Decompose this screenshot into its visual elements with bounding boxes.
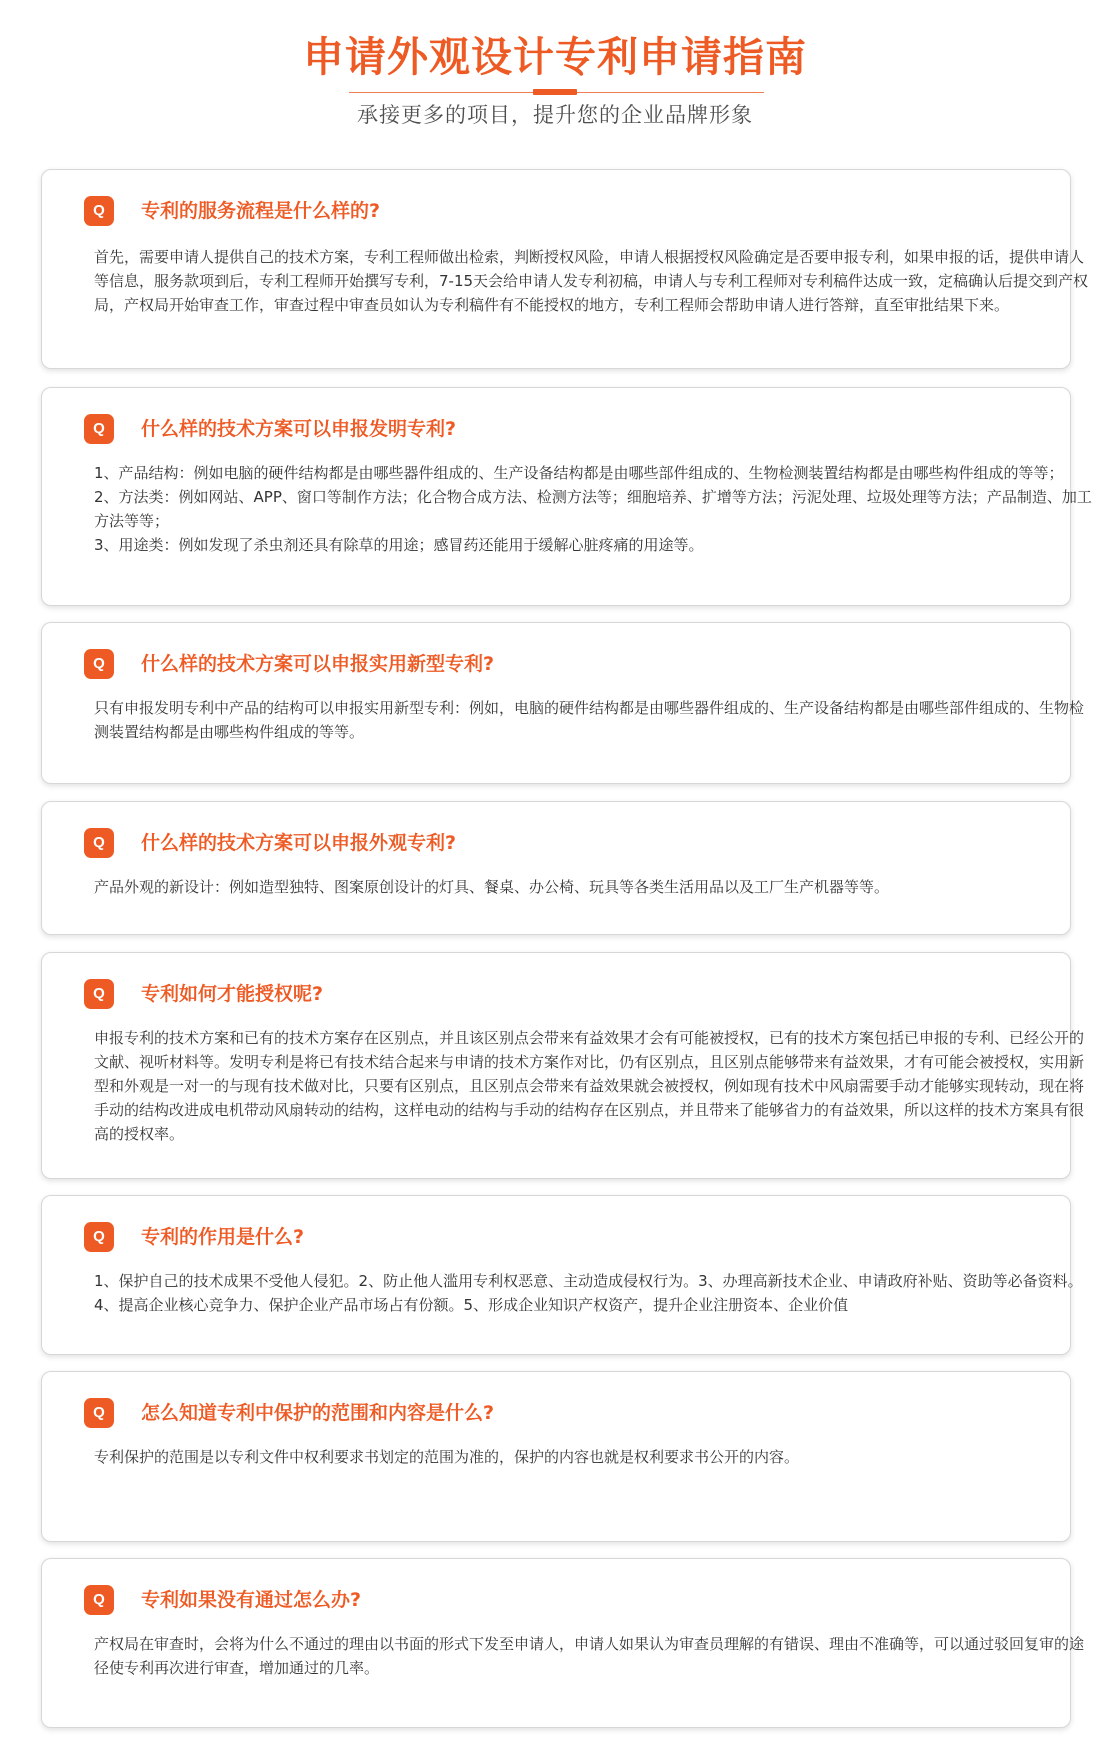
faq-answer: 1、产品结构：例如电脑的硬件结构都是由哪些器件组成的、生产设备结构都是由哪些部件组成的、生物检测装置结构都是由哪些构件组成的等等； 2、方法类：例如网站、APP、窗口等制作方法；化合物合成方法、检测方法等；细胞培养、扩增等方法；污泥处理、垃圾处理等方法；产品制造、加工方法等等； 3、用途类：例如发现了杀虫剂还具有除草的用途；感冒药还能用于缓解心脏疼痛的用途等。 — [94, 464, 1092, 554]
faq-question: 怎么知道专利中保护的范围和内容是什么? — [141, 1402, 495, 1424]
faq-question: 专利如何才能授权呢? — [141, 983, 324, 1005]
question-badge-icon: Q — [84, 828, 114, 858]
question-badge-icon: Q — [84, 196, 114, 226]
faq-card-patent-purpose — [41, 1195, 1083, 1355]
question-badge-icon: Q — [84, 1222, 114, 1252]
faq-answer: 专利保护的范围是以专利文件中权利要求书划定的范围为准的，保护的内容也就是权利要求书公开的内容。 — [94, 1448, 800, 1466]
page-title: 申请外观设计专利申请指南 — [303, 33, 807, 81]
faq-question: 专利的服务流程是什么样的? — [141, 200, 381, 222]
faq-answer: 产品外观的新设计：例如造型独特、图案原创设计的灯具、餐桌、办公椅、玩具等各类生活用品以及工厂生产机器等等。 — [94, 878, 890, 896]
faq-card-utility-model — [41, 622, 1085, 784]
question-badge-icon: Q — [84, 1585, 114, 1615]
faq-card-design-patent — [41, 801, 1071, 935]
question-badge-icon: Q — [84, 649, 114, 679]
faq-question: 什么样的技术方案可以申报外观专利? — [141, 832, 457, 854]
title-divider-accent — [533, 89, 577, 95]
faq-card-protection-scope — [41, 1371, 1071, 1542]
faq-answer: 申报专利的技术方案和已有的技术方案存在区别点，并且该区别点会带来有益效果才会有可能被授权，已有的技术方案包括已申报的专利、已经公开的文献、视听材料等。发明专利是将已有技术结合起来与申请的技术方案作对比，仍有区别点，且区别点能够带来有益效果，才有可能会被授权，实用新型和外观是一对一的与现有技术做对比，只要有区别点，且区别点会带来有益效果就会被授权，例如现有技术中风扇需要手动才能够实现转动，现在将手动的结构改进成电机带动风扇转动的结构，这样电动的结构与手动的结构存在区别点，并且带来了能够省力的有益效果，所以这样的技术方案具有很高的授权率。 — [94, 1029, 1085, 1143]
faq-answer: 只有申报发明专利中产品的结构可以申报实用新型专利：例如，电脑的硬件结构都是由哪些器件组成的、生产设备结构都是由哪些部件组成的、生物检测装置结构都是由哪些构件组成的等等。 — [94, 699, 1085, 741]
faq-card-authorization — [41, 952, 1085, 1179]
faq-question: 专利如果没有通过怎么办? — [141, 1589, 362, 1611]
page-subtitle: 承接更多的项目，提升您的企业品牌形象 — [357, 103, 753, 127]
faq-card-invention-patent — [41, 387, 1092, 606]
question-badge-icon: Q — [84, 414, 114, 444]
faq-question: 什么样的技术方案可以申报发明专利? — [141, 418, 457, 440]
faq-answer: 1、保护自己的技术成果不受他人侵犯。2、防止他人滥用专利权恶意、主动造成侵权行为。3、办理高新技术企业、申请政府补贴、资助等必备资料。4、提高企业核心竞争力、保护企业产品市场占有份额。5、形成企业知识产权资产，提升企业注册资本、企业价值 — [94, 1272, 1083, 1314]
faq-answer: 产权局在审查时，会将为什么不通过的理由以书面的形式下发至申请人，申请人如果认为审查员理解的有错误、理由不准确等，可以通过驳回复审的途径使专利再次进行审查，增加通过的几率。 — [94, 1635, 1085, 1677]
faq-card-service-process — [41, 169, 1089, 369]
question-badge-icon: Q — [84, 1398, 114, 1428]
page-header — [0, 0, 1110, 160]
faq-answer: 首先，需要申请人提供自己的技术方案，专利工程师做出检索，判断授权风险，申请人根据授权风险确定是否要申报专利，如果申报的话，提供申请人等信息，服务款项到后，专利工程师开始撰写专利，7-15天会给申请人发专利初稿，申请人与专利工程师对专利稿件达成一致，定稿确认后提交到产权局，产权局开始审查工作，审查过程中审查员如认为专利稿件有不能授权的地方，专利工程师会帮助申请人进行答辩，直至审批结果下来。 — [94, 248, 1089, 314]
question-badge-icon: Q — [84, 979, 114, 1009]
faq-question: 什么样的技术方案可以申报实用新型专利? — [141, 653, 495, 675]
faq-card-rejection — [41, 1558, 1085, 1728]
faq-question: 专利的作用是什么? — [141, 1226, 305, 1248]
